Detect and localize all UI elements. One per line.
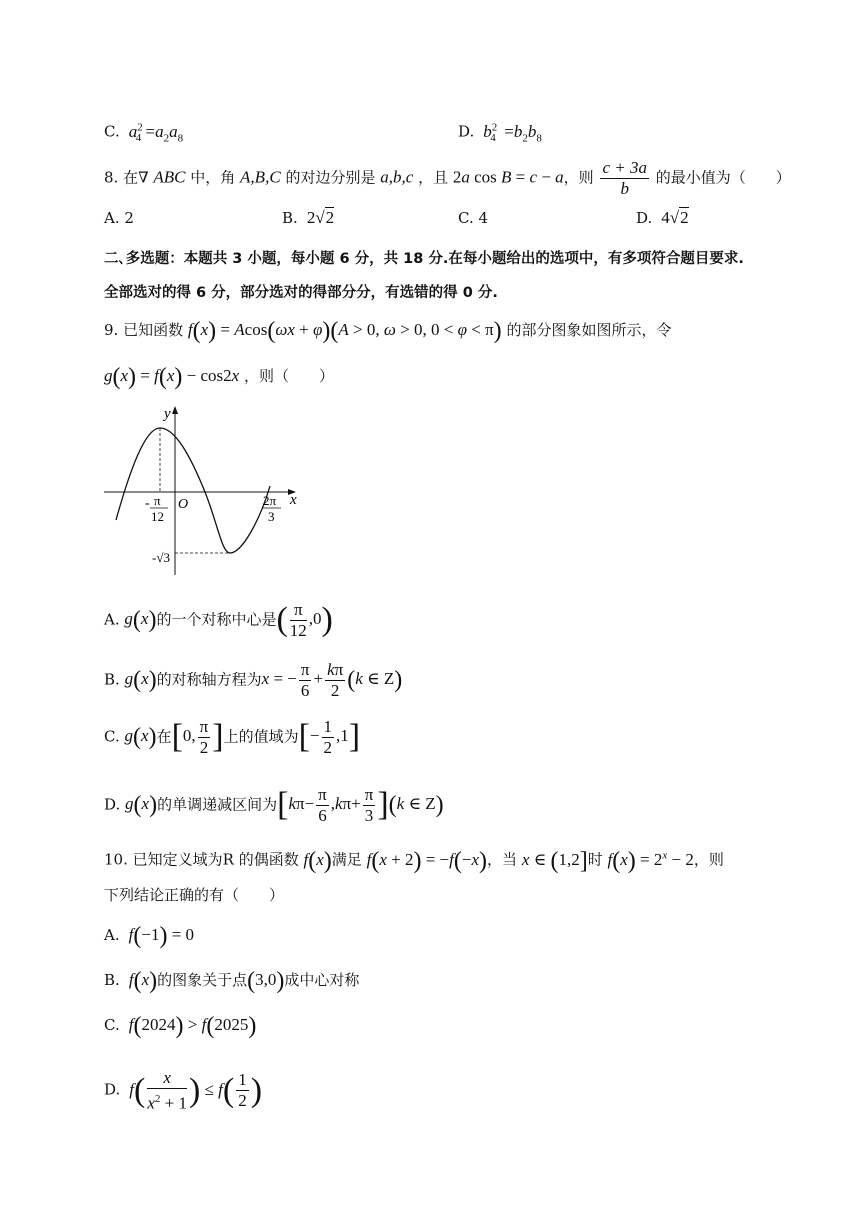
q10-stem-line1: 10. 已知定义域为R 的偶函数 f(x)满足 f(x + 2) = −f(−x)，当 x ∈ (1,2]时 $f(x) = 2^x - 2$，则 bbox=[104, 847, 724, 874]
q10-option-c: C. f(2024) > f(2025) bbox=[104, 1013, 257, 1040]
q8-option-a: A. 2 bbox=[104, 209, 134, 227]
q9-option-a: A. g(x)的一个对称中心是( $\frac{\pi}{12}$ ,0) bbox=[104, 600, 333, 640]
y-label: y bbox=[164, 406, 171, 422]
q9-option-d: D. g(x)的单调递减区间为[kπ− $\frac{\pi}{6}$ ,kπ+ $\frac{\pi}{3}$ ](k ∈ Z) bbox=[104, 785, 444, 825]
cosine-curve bbox=[116, 428, 270, 553]
q8-option-c: C. 4 bbox=[458, 209, 489, 227]
section2-heading-line2: 全部选对的得 6 分，部分选对的得部分分，有选错的得 0 分. bbox=[104, 285, 498, 301]
section2-heading-line1: 二､多选题：本题共 3 小题，每小题 6 分，共 18 分.在每小题给出的选项中，有多项符合题目要求. bbox=[104, 251, 744, 267]
origin-label: O bbox=[178, 497, 189, 512]
q7-option-d-formula: $b^2_4 =b_2b_8$ bbox=[483, 121, 542, 145]
tick-left-num: π bbox=[154, 493, 161, 508]
q9-g-def: g(x) = f(x) − cos2x bbox=[104, 364, 240, 391]
q7-option-d: D. $b^2_4 =b_2b_8$ bbox=[458, 121, 542, 145]
q7-option-c-formula: $a^2_4 =a_2a_8$ bbox=[128, 121, 184, 145]
q8-option-b: B. 2√2 bbox=[282, 208, 335, 227]
tick-left-minus: - bbox=[145, 496, 150, 511]
tick-right-num: 2π bbox=[263, 493, 277, 508]
q8-condition: 2a cos B = c − a bbox=[452, 167, 564, 187]
q9-stem-line2: g(x) = f(x) − cos2x ，则（ ） bbox=[104, 364, 335, 391]
tick-left-den: 12 bbox=[151, 509, 164, 524]
min-value-label: -√3 bbox=[152, 550, 170, 565]
q9-option-c: C. g(x)在[0, $\frac{\pi}{2}$ ]上的值域为[− $\frac{1}{2}$ ,1] bbox=[104, 717, 361, 757]
q7-option-c: C. $a^2_4 =a_2a_8$ bbox=[104, 121, 184, 145]
q8-stem: 8. 在∇ ABC 中，角 A,B,C 的对边分别是 a,b,c ，且 2a cos B = c − a，则 $\frac{c + 3a}{b}$ 的最小值为（ ） bbox=[104, 158, 791, 198]
q10-option-a: A. f(−1) = 0 bbox=[104, 923, 195, 950]
q8-fraction: $\frac{c + 3a}{b}$ bbox=[602, 158, 647, 198]
q9-function-graph bbox=[100, 400, 310, 580]
tick-right-den: 3 bbox=[268, 509, 275, 524]
q9-stem-line1: 9. 已知函数 f(x) = Acos(ωx + φ)(A > 0, ω > 0, 0 < φ < π) 的部分图象如图所示，令 bbox=[104, 318, 672, 345]
q10-option-d: D. f( $\frac{x}{x^2 + 1}$ ) ≤ f( $\frac{1}{2}$ ) bbox=[104, 1068, 263, 1113]
q10-stem-line2: 下列结论正确的有（ ） bbox=[104, 886, 285, 904]
q9-option-b: B. g(x)的对称轴方程为x = − $\frac{\pi}{6}$ + $\frac{k\pi}{2}$ (k ∈ Z) bbox=[104, 660, 403, 700]
q10-option-b: B. f(x)的图象关于点(3,0)成中心对称 bbox=[104, 968, 360, 995]
x-label: x bbox=[290, 492, 297, 508]
q8-option-d: D. 4√2 bbox=[636, 208, 689, 227]
q9-function-def: f(x) = Acos(ωx + φ)(A > 0, ω > 0, 0 < φ < π) bbox=[187, 318, 502, 345]
y-axis-arrow bbox=[172, 406, 178, 414]
